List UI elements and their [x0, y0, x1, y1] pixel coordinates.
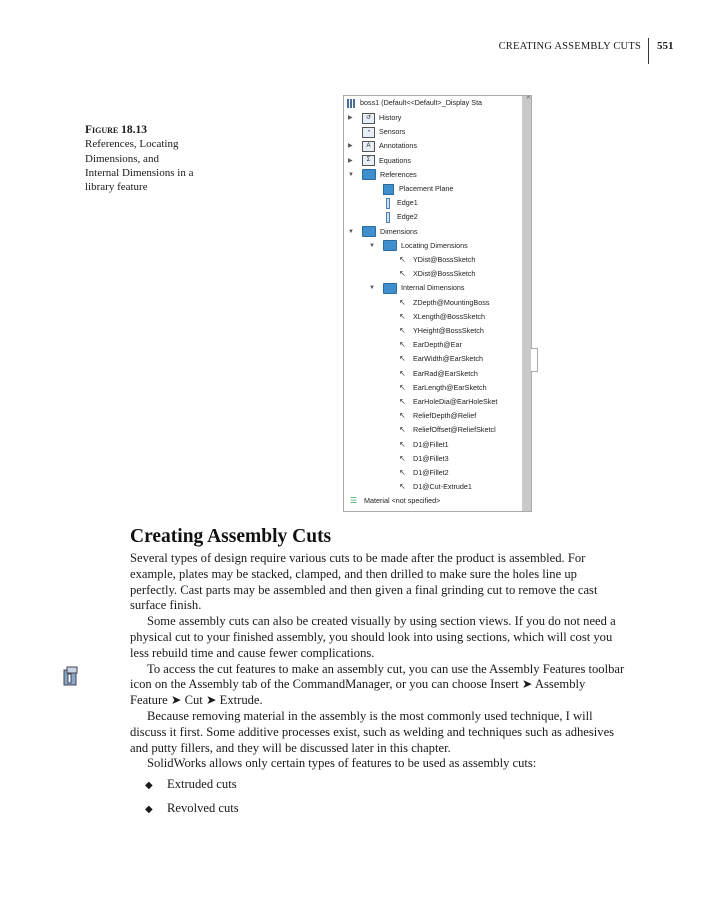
tree-item-label: D1@Fillet2: [413, 468, 449, 477]
tree-item[interactable]: [399, 381, 487, 395]
paragraph: [130, 551, 670, 614]
material-icon: ☰: [350, 496, 358, 506]
tree-item[interactable]: [399, 310, 485, 324]
tree-item-label: Annotations: [379, 141, 417, 151]
caption-line: Internal Dimensions in a: [85, 166, 194, 179]
page-number: 551: [657, 40, 674, 52]
tree-item[interactable]: [399, 480, 472, 494]
tree-item[interactable]: [399, 296, 489, 310]
tree-item[interactable]: [399, 409, 476, 423]
tree-item[interactable]: [399, 466, 449, 480]
tree-item[interactable]: [399, 352, 483, 366]
text-line: Some assembly cuts can also be created visually by using section views. If you do not need a: [147, 614, 616, 629]
folder-icon: [362, 169, 376, 180]
bullet-item: [145, 801, 239, 817]
dimension-icon: ↖: [399, 326, 406, 336]
collapsed-arrow-icon[interactable]: ▶: [348, 157, 353, 164]
dimension-icon: ↖: [399, 382, 406, 392]
caption-line: Dimensions, and: [85, 152, 159, 165]
tree-item-label: Material <not specified>: [364, 496, 441, 506]
expanded-arrow-icon[interactable]: ▼: [348, 228, 354, 235]
dimension-icon: ↖: [399, 439, 406, 449]
plane-icon: [383, 184, 394, 195]
expanded-arrow-icon[interactable]: ▼: [369, 242, 375, 249]
tree-item[interactable]: [399, 452, 449, 466]
tree-item[interactable]: [383, 182, 453, 196]
bullet-text: Extruded cuts: [167, 777, 237, 791]
tree-item-label: YHeight@BossSketch: [413, 326, 484, 335]
text-line: perfectly. Cast parts may be assembled and then given a final grinding cut to remove the cast: [130, 582, 598, 597]
bullet-diamond-icon: ◆: [145, 804, 153, 815]
tree-item[interactable]: [369, 281, 465, 295]
paragraph: [130, 756, 670, 772]
feature-tree-screenshot: [343, 95, 532, 512]
tree-item[interactable]: [348, 168, 417, 182]
tree-item-label: ReliefOffset@ReliefSketcl: [413, 425, 496, 435]
tree-item-label: D1@Fillet1: [413, 439, 449, 449]
tree-item[interactable]: [383, 210, 418, 224]
dimension-icon: ↖: [399, 453, 406, 463]
folder-icon: [383, 283, 397, 294]
body-text: [130, 551, 670, 772]
dimension-icon: ↖: [399, 368, 406, 378]
dimension-icon: ↖: [399, 340, 406, 350]
tree-item-label: Dimensions: [380, 226, 418, 236]
text-line: Because removing material in the assembly is the most commonly used technique, I will: [147, 708, 593, 723]
assembly-features-icon: [62, 665, 80, 687]
folder-icon: [362, 226, 376, 237]
caption-line: References, Locating: [85, 138, 179, 151]
tree-item[interactable]: [399, 267, 475, 281]
bullet-text: Revolved cuts: [167, 801, 239, 815]
expanded-arrow-icon[interactable]: ▼: [348, 171, 354, 178]
tree-item[interactable]: [383, 196, 418, 210]
dimension-icon: ↖: [399, 397, 406, 407]
tree-item-label: YDist@BossSketch: [413, 255, 476, 264]
edge-icon: [386, 212, 390, 223]
dimension-icon: ↖: [399, 411, 406, 421]
section-heading: Creating Assembly Cuts: [130, 526, 332, 547]
text-line: Feature ➤ Cut ➤ Extrude.: [130, 693, 263, 708]
tree-item-label: History: [379, 113, 402, 122]
tree-item[interactable]: [399, 253, 475, 267]
tree-item-label: Edge1: [397, 198, 418, 208]
tree-item-label: XDist@BossSketch: [413, 269, 476, 279]
paragraph: [130, 614, 670, 661]
text-line: and putty fillers, and they will be discussed later in this chapter.: [130, 740, 451, 755]
tree-item-label: EarWidth@EarSketch: [413, 354, 484, 364]
dimension-icon: ↖: [399, 468, 406, 478]
history-icon: ↺: [362, 113, 375, 124]
header-divider: [648, 38, 649, 64]
tree-item[interactable]: [369, 239, 468, 253]
figure-caption: [85, 123, 193, 194]
tree-root-label: boss1 (Default<<Default>_Display Sta: [360, 98, 483, 107]
collapsed-arrow-icon[interactable]: ▶: [348, 115, 353, 121]
text-line: less rebuild time and cause fewer complications.: [130, 645, 375, 660]
tree-item-label: D1@Fillet3: [413, 453, 449, 463]
tree-item-label: Internal Dimensions: [401, 283, 465, 293]
dimension-icon: ↖: [399, 269, 406, 279]
bullet-diamond-icon: ◆: [145, 780, 153, 791]
edge-icon: [386, 198, 390, 209]
sensors-icon: ◔: [362, 127, 375, 138]
folder-icon: [383, 240, 397, 251]
tree-item-label: D1@Cut-Extrude1: [413, 482, 472, 492]
tree-item[interactable]: [348, 154, 411, 168]
equations-icon: Σ: [362, 155, 375, 166]
bullet-item: [145, 777, 237, 793]
text-line: icon on the Assembly tab of the CommandManager, or you can choose Insert ➤ Assembly: [130, 677, 586, 692]
tree-item[interactable]: [399, 338, 462, 352]
tree-item-label: Sensors: [379, 127, 406, 137]
tree-item-label: Placement Plane: [399, 184, 454, 193]
paragraph: [130, 709, 670, 756]
text-line: SolidWorks allows only certain types of features to be used as assembly cuts:: [147, 756, 537, 771]
running-header: CREATING ASSEMBLY CUTS: [498, 41, 641, 52]
tree-item[interactable]: [399, 324, 484, 338]
tree-scrollbar[interactable]: [522, 96, 531, 511]
tree-item[interactable]: [348, 225, 418, 239]
tree-item-label: References: [380, 169, 417, 179]
paragraph: [130, 662, 670, 709]
tree-item[interactable]: [399, 438, 449, 452]
tree-item[interactable]: [362, 125, 405, 139]
dimension-icon: ↖: [399, 297, 406, 307]
tree-item-label: EarDepth@Ear: [413, 340, 462, 350]
part-icon: [347, 99, 356, 108]
text-line: physical cut to your finished assembly, you should look into using sections, which will cost you: [130, 629, 613, 644]
tree-item-label: Equations: [379, 155, 411, 165]
annotations-icon: A: [362, 141, 375, 152]
text-line: discuss it first. Some additive processes exist, such as welding and techniques such as adhesives: [130, 724, 615, 739]
tree-item[interactable]: [350, 494, 440, 508]
text-line: To access the cut features to make an assembly cut, you can use the Assembly Features toolbar: [147, 661, 625, 676]
dimension-icon: ↖: [399, 482, 406, 492]
panel-collapse-tab[interactable]: [531, 348, 538, 372]
tree-item[interactable]: [399, 367, 478, 381]
tree-item-label: Edge2: [397, 212, 418, 222]
expanded-arrow-icon[interactable]: ▼: [369, 285, 375, 292]
tree-item[interactable]: [399, 395, 497, 409]
tree-item-label: EarRad@EarSketch: [413, 368, 478, 378]
tree-item-label: Locating Dimensions: [401, 240, 468, 250]
tree-root[interactable]: [347, 96, 482, 110]
scroll-up-icon[interactable]: ^: [526, 96, 530, 103]
text-line: Several types of design require various cuts to be made after the product is assembled. For: [130, 551, 586, 565]
text-line: example, plates may be stacked, clamped, and then drilled to make sure the holes line up: [130, 566, 577, 581]
figure-label: Figure 18.13: [85, 124, 148, 136]
tree-item-label: XLength@BossSketch: [413, 311, 486, 321]
dimension-icon: ↖: [399, 425, 406, 435]
tree-item-label: ReliefDepth@Relief: [413, 411, 477, 421]
dimension-icon: ↖: [399, 311, 406, 321]
collapsed-arrow-icon[interactable]: ▶: [348, 143, 353, 150]
tree-item-label: ZDepth@MountingBoss: [413, 297, 490, 307]
caption-line: library feature: [85, 181, 148, 194]
tree-item-label: EarHoleDia@EarHoleSket: [413, 397, 498, 406]
dimension-icon: ↖: [399, 255, 406, 265]
dimension-icon: ↖: [399, 354, 406, 364]
tree-item[interactable]: [399, 423, 496, 437]
tree-item-label: EarLength@EarSketch: [413, 382, 487, 392]
text-line: surface finish.: [130, 598, 202, 613]
tree-item[interactable]: [348, 111, 402, 125]
tree-item[interactable]: [348, 139, 417, 153]
